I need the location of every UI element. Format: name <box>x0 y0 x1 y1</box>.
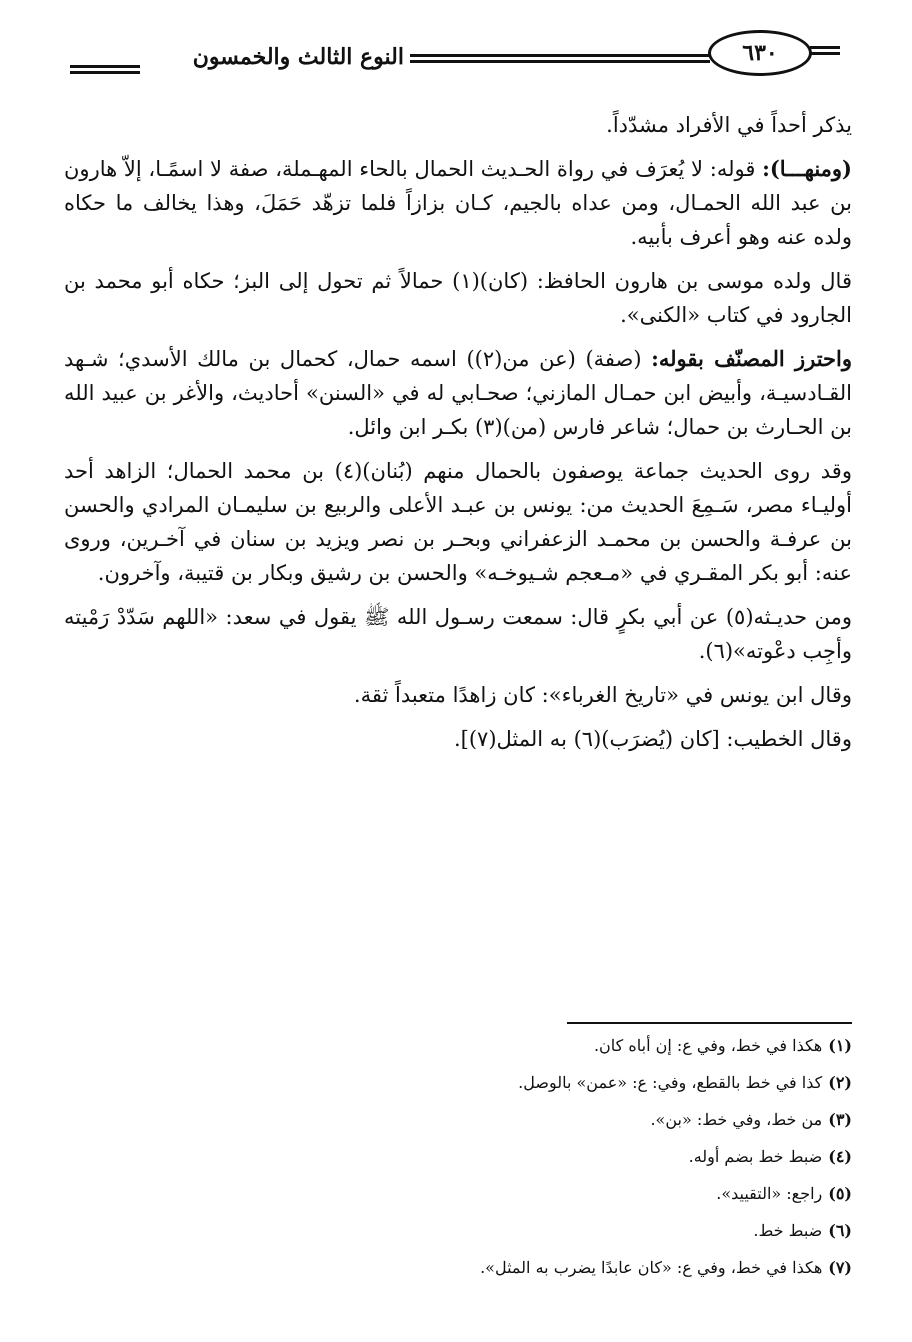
footnote-text: من خط، وفي خط: «بن». <box>650 1110 823 1129</box>
footnote <box>64 1110 852 1130</box>
paragraph-text: قال ولده موسى بن هارون الحافظ: (كان)(١) حمالاً ثم تحول إلى البز؛ حكاه أبو محمد بن الجارود في كتاب «الكنى». <box>64 269 852 327</box>
footnote-number: (٢) <box>828 1073 852 1092</box>
paragraph <box>64 342 852 444</box>
paragraph-text: (صفة) (عن من(٢)) اسمه حمال، كحمال بن مالك الأسدي؛ شـهد القـادسيـة، وأبيض ابن حمـال المازني؛ صحـابي له في «السنن» أحاديث، والأغر بن عبيد الله بن الحـارث بن حمال؛ شاعر فارس (من)(٣) بكـر ابن وائل. <box>64 347 852 439</box>
footnote-number: (٣) <box>828 1110 852 1129</box>
footnote-number: (٤) <box>828 1147 852 1166</box>
paragraph-text: يذكر أحداً في الأفراد مشدّداً. <box>606 113 852 137</box>
footnote <box>64 1073 852 1093</box>
footnotes <box>64 1036 852 1295</box>
paragraph <box>64 600 852 668</box>
footnote-separator <box>567 1022 852 1024</box>
header-rule-left <box>70 65 140 74</box>
footnote-text: ضبط خط بضم أوله. <box>688 1147 823 1166</box>
footnote <box>64 1221 852 1241</box>
paragraph-text: وقال ابن يونس في «تاريخ الغرباء»: كان زاهدًا متعبداً ثقة. <box>353 683 852 707</box>
footnote-text: ضبط خط. <box>753 1221 823 1240</box>
paragraph-text: وقد روى الحديث جماعة يوصفون بالحمال منهم (بُنان)(٤) بن محمد الحمال؛ الزاهد أحد أوليـاء مصر، سَـمِعَ الحديث من: يونس بن عبـد الأعلى والربيع بن سليمـان المرادي والحسن بن عرفـة والحسن بن محمـد الزعفراني وبحـر بن نصر ويزيد بن سنان في آخـرين، وروى عنه: أبو بكر المقـري في «مـعجم شـيوخـه» والحسن بن رشيق وبكار بن قتيبة، وآخرون. <box>64 459 852 585</box>
footnote-text: كذا في خط بالقطع، وفي: ع: «عمن» بالوصل. <box>518 1073 823 1092</box>
footnote-text: هكذا في خط، وفي ع: إن أباه كان. <box>593 1036 823 1055</box>
paragraph <box>64 722 852 756</box>
header-rule-right <box>810 46 840 55</box>
paragraph <box>64 108 852 142</box>
page-header <box>70 30 840 86</box>
footnote <box>64 1184 852 1204</box>
paragraph-text: وقال الخطيب: [كان (يُضرَب)(٦) به المثل(٧)]. <box>453 727 852 751</box>
paragraph-lead: (ومنهـــا): <box>762 156 852 181</box>
footnote-text: راجع: «التقييد». <box>716 1184 823 1203</box>
paragraph-text: ومن حديـثه(٥) عن أبي بكرٍ قال: سمعت رسـول الله ﷺ يقول في سعد: «اللهم سَدّدْ رَمْيته وأجِب دعْوته»(٦). <box>64 605 852 663</box>
footnote <box>64 1036 852 1056</box>
paragraph-text: قوله: لا يُعرَف في رواة الحـديث الحمال بالحاء المهـملة، صفة لا اسمًـا، إلاّ هارون بن عبد الله الحمـال، ومن عداه بالجيم، كـان بزازاً فلما تزهّد حَمَلَ، وهذا يخالف ما حكاه ولده عنه وهو أعرف بأبيه. <box>64 157 852 249</box>
footnote <box>64 1147 852 1167</box>
footnote-number: (٧) <box>828 1258 852 1277</box>
footnote-number: (١) <box>828 1036 852 1055</box>
footnote-text: هكذا في خط، وفي ع: «كان عابدًا يضرب به المثل». <box>480 1258 823 1277</box>
page-number: ٦٣٠ <box>708 30 812 76</box>
paragraph <box>64 678 852 712</box>
paragraph <box>64 152 852 254</box>
header-rule-middle <box>410 54 710 63</box>
main-text <box>64 108 852 766</box>
paragraph <box>64 264 852 332</box>
paragraph-lead: واحترز المصنّف بقوله: <box>651 346 853 371</box>
footnote <box>64 1258 852 1278</box>
footnote-number: (٦) <box>828 1221 852 1240</box>
running-title: النوع الثالث والخمسون <box>192 44 404 70</box>
footnote-number: (٥) <box>828 1184 852 1203</box>
paragraph <box>64 454 852 590</box>
